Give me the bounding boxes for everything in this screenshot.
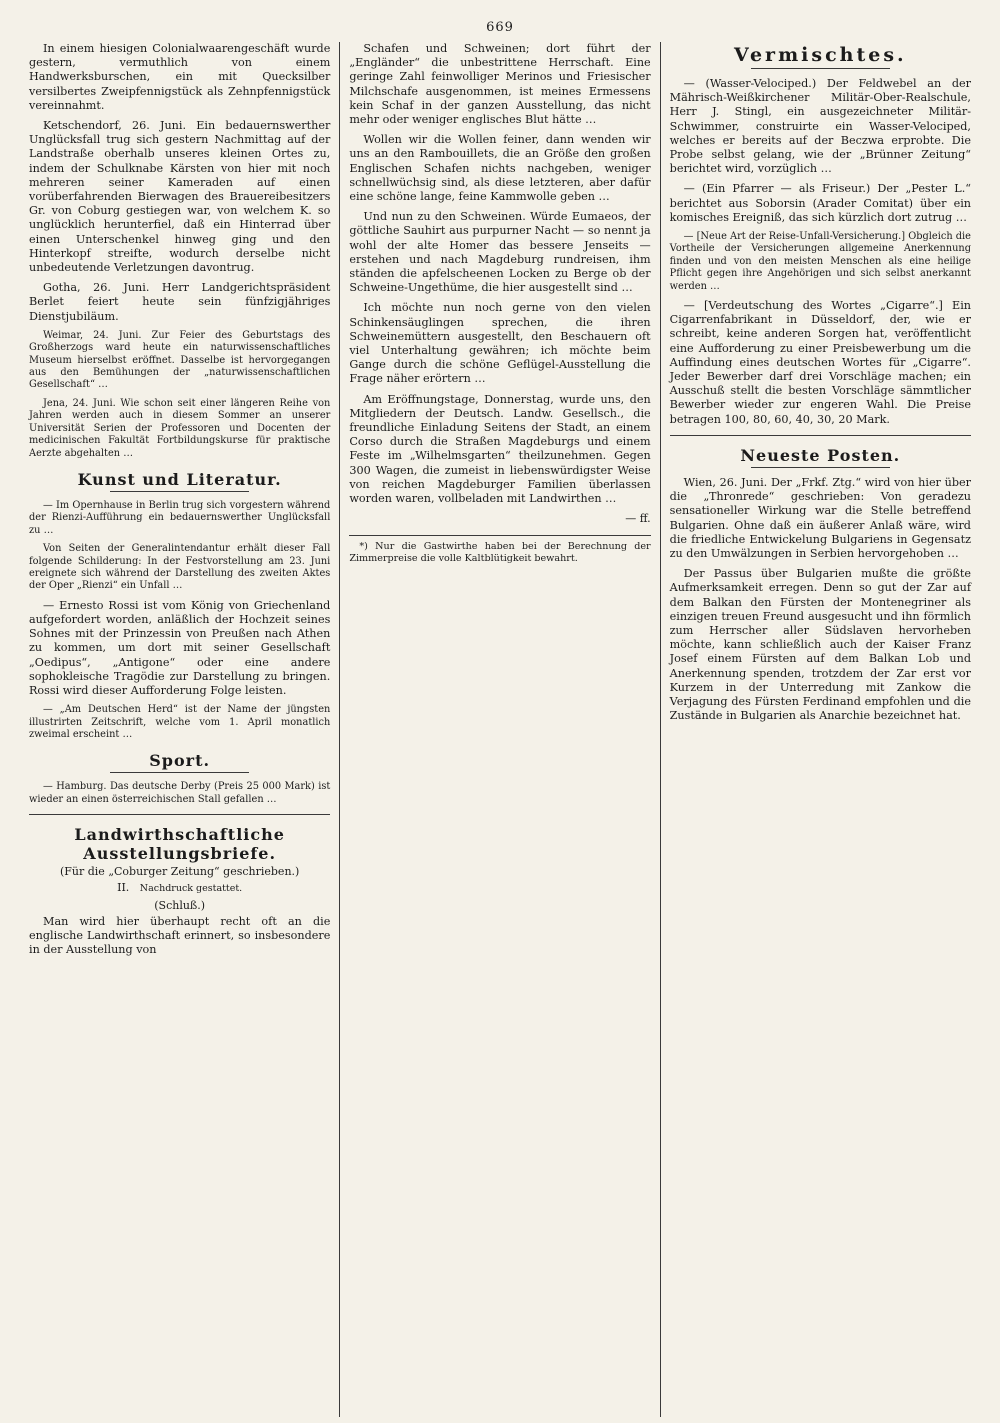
divider bbox=[751, 68, 890, 69]
article-paragraph: — Hamburg. Das deutsche Derby (Preis 25 000 Mark) ist wieder an einen österreichischen Stall gefallen … bbox=[29, 781, 331, 805]
section-heading-landwirtschaft: Landwirthschaftliche Ausstellungsbriefe. bbox=[74, 825, 285, 864]
article-source-line: (Für die „Coburger Zeitung“ geschrieben.) bbox=[59, 865, 300, 879]
article-paragraph: Von Seiten der Generalintendantur erhält dieser Fall folgende Schilderung: In der Festvorstellung am 23. Juni ereignete sich während der Darstellung des zweiten Aktes der Oper „Rienzi“ ein Unfall … bbox=[29, 543, 331, 592]
section-heading-kunst: Kunst und Literatur. bbox=[77, 469, 282, 489]
article-paragraph: Der Passus über Bulgarien mußte die größte Aufmerksamkeit erregen. Denn so gut der Zar auf dem Balkan den Fürsten der Montenegriner als einzigen treuen Freund ausgesucht und ihn förmlich zum Herrscher aller Südslaven hervorheben möchte, kann schließlich auch der Kaiser Franz Josef einem Fürsten auf dem Balkan Lob und Anerkennung spenden, trotzdem der Zar erst vor Kurzem in der Unterredung mit Zankow die Verjagung des Fürsten Ferdinand empfohlen und die Zustände in Bulgarien als Anarchie bezeichnet hat. bbox=[669, 567, 971, 723]
column-middle bbox=[339, 42, 659, 1417]
article-paragraph: Jena, 24. Juni. Wie schon seit einer längeren Reihe von Jahren werden auch in diesem Sommer an unserer Universität Serien der Professoren und Docenten der medicinischen Fakultät Fortbildungskurse für praktische Aerzte abgehalten … bbox=[29, 397, 331, 459]
article-paragraph: Und nun zu den Schweinen. Würde Eumaeos, der göttliche Sauhirt aus purpurner Nacht — so nennt ja wohl der alte Homer das bessere Jenseits — erstehen und nach Magdeburg rundreisen, ihm ständen die apfelscheenen Locken zu Berge ob der Schweine-Ungethüme, die hier ausgestellt sind … bbox=[349, 210, 651, 295]
article-paragraph: Gotha, 26. Juni. Herr Landgerichtspräsident Berlet feiert heute sein fünfzigjähriges Dienstjubiläum. bbox=[29, 281, 331, 323]
article-paragraph: — Ernesto Rossi ist vom König von Griechenland aufgefordert worden, anläßlich der Hochzeit seines Sohnes mit der Prinzessin von Preußen nach Athen zu kommen, um dort mit seiner Gesellschaft „Oedipus“, „Antigone“ oder eine andere sophokleische Tragödie zur Darstellung zu bringen. Rossi wird dieser Aufforderung Folge leisten. bbox=[29, 598, 331, 697]
footnote: *) Nur die Gastwirthe haben bei der Berechnung der Zimmerpreise die volle Kaltblütigkeit bewahrt. bbox=[349, 535, 650, 565]
article-paragraph: — (Wasser-Velociped.) Der Feldwebel an der Mährisch-Weißkirchener Militär-Ober-Realschule, Herr J. Stingl, ein ausgezeichneter Militär-Schwimmer, construirte ein Wasser-Velociped, welches er bereits auf der Beczwa erprobte. Die Probe selbst gelang, wie der „Brünner Zeitung“ berichtet wird, vorzüglich … bbox=[669, 77, 971, 176]
article-paragraph: — [Verdeutschung des Wortes „Cigarre“.] Ein Cigarrenfabrikant in Düsseldorf, der, wie er schreibt, keine anderen Sorgen hat, veröffentlicht eine Aufforderung zu einer Preisbewerbung um die Auffindung eines deutschen Wortes für „Cigarre“. Jeder Bewerber darf drei Vorschläge machen; ein Ausschuß stellt die besten Vorschläge sämmtlicher Bewerber wieder zur engeren Wahl. Die Preise betragen 100, 80, 60, 40, 30, 20 Mark. bbox=[669, 299, 971, 426]
article-paragraph: — (Ein Pfarrer — als Friseur.) Der „Pester L.“ berichtet aus Soborsin (Arader Comitat) über ein komisches Ereigniß, das sich kürzlich dort zutrug … bbox=[669, 182, 971, 224]
page-number: 669 bbox=[486, 20, 514, 35]
article-conclusion-note: (Schluß.) bbox=[154, 898, 206, 912]
section-heading-vermischtes: Vermischtes. bbox=[733, 44, 907, 66]
article-paragraph: In einem hiesigen Colonialwaarengeschäft wurde gestern, vermuthlich von einem Handwerksburschen, ein mit Quecksilber versilbertes Zweipfennigstück als Zehnpfennigstück vereinnahmt. bbox=[29, 42, 331, 112]
article-paragraph: Schafen und Schweinen; dort führt der „Engländer“ die unbestrittene Herrschaft. Eine geringe Zahl feinwolliger Merinos und Friesischer Milchschafe ausgenommen, ist meines Ermessens kein Schaf in der ganzen Ausstellung, das nicht mehr oder weniger englisches Blut hätte … bbox=[349, 42, 651, 127]
columns bbox=[20, 42, 980, 1417]
article-signature: — ff. bbox=[625, 512, 651, 526]
section-heading-sport: Sport. bbox=[149, 751, 211, 771]
article-paragraph: Ich möchte nun noch gerne von den vielen Schinkensäuglingen sprechen, die ihren Schweinemüttern ausgestellt, den Beschauern oft viel Unterhaltung gewähren; ich möchte beim Gange durch die schöne Geflügel-Ausstellung die Frage näher erörtern … bbox=[349, 301, 651, 386]
article-paragraph: — Im Opernhause in Berlin trug sich vorgestern während der Rienzi-Aufführung ein bedauernswerther Unglücksfall zu … bbox=[29, 499, 331, 536]
divider bbox=[110, 772, 249, 773]
column-left bbox=[20, 42, 339, 1417]
article-paragraph: Man wird hier überhaupt recht oft an die englische Landwirthschaft erinnert, so insbesondere in der Ausstellung von bbox=[29, 914, 331, 957]
divider bbox=[751, 467, 890, 468]
article-paragraph: — [Neue Art der Reise-Unfall-Versicherung.] Obgleich die Vortheile der Versicherungen allgemeine Anerkennung finden und von den meisten Menschen als eine heilige Pflicht gegen ihre Angehörigen und sich selbst anerkannt werden … bbox=[669, 231, 971, 292]
article-paragraph: Ketschendorf, 26. Juni. Ein bedauernswerther Unglücksfall trug sich gestern Nachmittag auf der Landstraße oberhalb unseres kleinen Ortes zu, indem der Schulknabe Kärsten von hier mit noch mehreren seiner Kameraden auf einen vorüberfahrenden Bierwagen des Brauereibesitzers Gr. von Coburg gestiegen war, von welchem K. so unglücklich herunterfiel, daß ein Hinterrad über einen Unterschenkel hinweg ging und den Hinterkopf streifte, wodurch derselbe nicht unbedeutende Verletzungen davontrug. bbox=[29, 119, 331, 275]
article-paragraph: Weimar, 24. Juni. Zur Feier des Geburtstags des Großherzogs ward heute ein naturwissenschaftliches Museum hierselbst eröffnet. Dasselbe ist hervorgegangen aus den Bemühungen der „naturwissenschaftlichen Gesellschaft“ … bbox=[29, 329, 331, 391]
article-paragraph: — „Am Deutschen Herd“ ist der Name der jüngsten illustrirten Zeitschrift, welche vom 1. April monatlich zweimal erscheint … bbox=[29, 704, 331, 740]
column-right bbox=[660, 42, 980, 1417]
article-paragraph: Am Eröffnungstage, Donnerstag, wurde uns, den Mitgliedern der Deutsch. Landw. Gesellsch., die freundliche Einladung Seitens der Stadt, an einem Corso durch die Straßen Magdeburgs und einem Feste im „Wilhelmsgarten“ theilzunehmen. Gegen 300 Wagen, die zumeist in liebenswürdigster Weise von reichen Magdeburger Familien überlassen worden waren, vollbeladen mit Landwirthen … bbox=[349, 392, 651, 506]
divider bbox=[110, 491, 249, 492]
divider bbox=[670, 435, 971, 436]
article-part-number bbox=[29, 881, 330, 896]
part-number: II. bbox=[117, 881, 130, 895]
article-paragraph: Wollen wir die Wollen feiner, dann wenden wir uns an den Rambouillets, die an Größe den großen Englischen Schafen nichts nachgeben, weniger schnellwüchsig sind, als diese letzteren, aber dafür eine schöne lange, feine Kammwolle geben … bbox=[349, 133, 651, 204]
divider bbox=[29, 814, 330, 815]
article-paragraph: Wien, 26. Juni. Der „Frkf. Ztg.“ wird von hier über die „Thronrede“ geschrieben: Von geradezu sensationeller Wirkung war die Stelle betreffend Bulgarien. Ohne daß ein äußerer Anlaß wäre, wird die friedliche Entwickelung Bulgariens in Gegensatz zu den Umwälzungen in Serbien hervorgehoben … bbox=[669, 475, 971, 560]
reprint-note: Nachdruck gestattet. bbox=[139, 883, 243, 895]
section-heading-neueste-posten: Neueste Posten. bbox=[740, 445, 901, 465]
